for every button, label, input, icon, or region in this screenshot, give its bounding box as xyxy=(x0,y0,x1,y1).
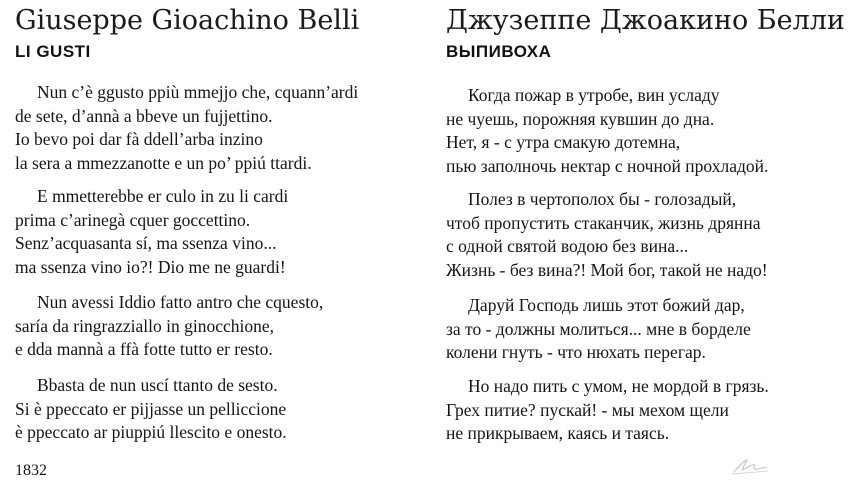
poem-title: ВЫПИВОХА xyxy=(446,42,552,61)
poem-title: LI GUSTI xyxy=(15,42,91,61)
stanza-4 xyxy=(446,375,769,446)
poem-line: Nun avessi Iddio fatto antro che cquesto, xyxy=(37,292,324,312)
stanza-2 xyxy=(446,188,768,283)
poem-line: prima c’arinegà cquer goccettino. xyxy=(15,209,251,230)
poem-line: la sera a mmezzanotte e un po’ ppiú ttardi. xyxy=(15,153,312,174)
stanza-1 xyxy=(15,81,358,176)
stanza-3 xyxy=(446,294,751,365)
poem-line: пью заполночь нектар с ночной прохладой. xyxy=(446,156,769,177)
poem-line: E mmetterebbe er culo in zu li cardi xyxy=(37,186,289,206)
poem-line: Нет, я - с утра смакую дотемна, xyxy=(446,132,681,153)
author-name: Джузеппе Джоакино Белли xyxy=(446,5,845,36)
poem-line: ma ssenza vino io?! Dio me ne guardi! xyxy=(15,257,286,278)
poem-line: Si è ppeccato er pijjasse un pelliccione xyxy=(15,398,287,419)
stanza-4 xyxy=(15,374,287,445)
poem-line: è ppeccato ar piuppiú llescito e onesto. xyxy=(15,422,287,443)
poem-line: Даруй Господь лишь этот божий дар, xyxy=(468,295,745,315)
poem-line: не чуешь, порожняя кувшин до дна. xyxy=(446,108,715,129)
poem-line: Жизнь - без вина?! Мой бог, такой не надо! xyxy=(446,260,768,281)
poem-line: Io bevo poi dar fà ddell’arba inzino xyxy=(15,129,263,150)
poem-line: не прикрываем, каясь и таясь. xyxy=(446,423,670,444)
poem-line: чтоб пропустить стаканчик, жизнь дрянна xyxy=(446,212,761,233)
poem-line: Nun c’è ggusto ppiù mmejjo che, cquann’ardi xyxy=(37,82,359,102)
poem-line: Bbasta de nun uscí ttanto de sesto. xyxy=(37,375,278,395)
poem-line: e dda mannà a ffà fotte tutto er resto. xyxy=(15,339,273,360)
poem-line: Полез в чертополох бы - голозадый, xyxy=(468,189,737,209)
poem-line: Но надо пить с умом, не мордой в грязь. xyxy=(468,376,769,396)
author-name: Giuseppe Gioachino Belli xyxy=(15,5,360,36)
handwritten-signature-icon xyxy=(730,452,770,478)
poem-line: Когда пожар в утробе, вин усладу xyxy=(468,85,720,105)
poem-year: 1832 xyxy=(15,462,47,479)
stanza-3 xyxy=(15,291,323,362)
stanza-2 xyxy=(15,185,288,280)
poem-line: de sete, d’annà a bbeve un fujjettino. xyxy=(15,105,273,126)
poem-line: за то - должны молиться... мне в борделе xyxy=(446,318,751,339)
poem-line: Senz’acquasanta sí, ma ssenza vino... xyxy=(15,233,277,254)
stanza-1 xyxy=(446,84,768,179)
poem-line: saría da ringrazziallo in ginocchione, xyxy=(15,315,274,336)
poem-line: колени гнуть - что нюхать перегар. xyxy=(446,342,706,363)
poem-line: с одной святой водою без вина... xyxy=(446,236,689,257)
poem-line: Грех питие? пускай! - мы мехом щели xyxy=(446,399,729,420)
